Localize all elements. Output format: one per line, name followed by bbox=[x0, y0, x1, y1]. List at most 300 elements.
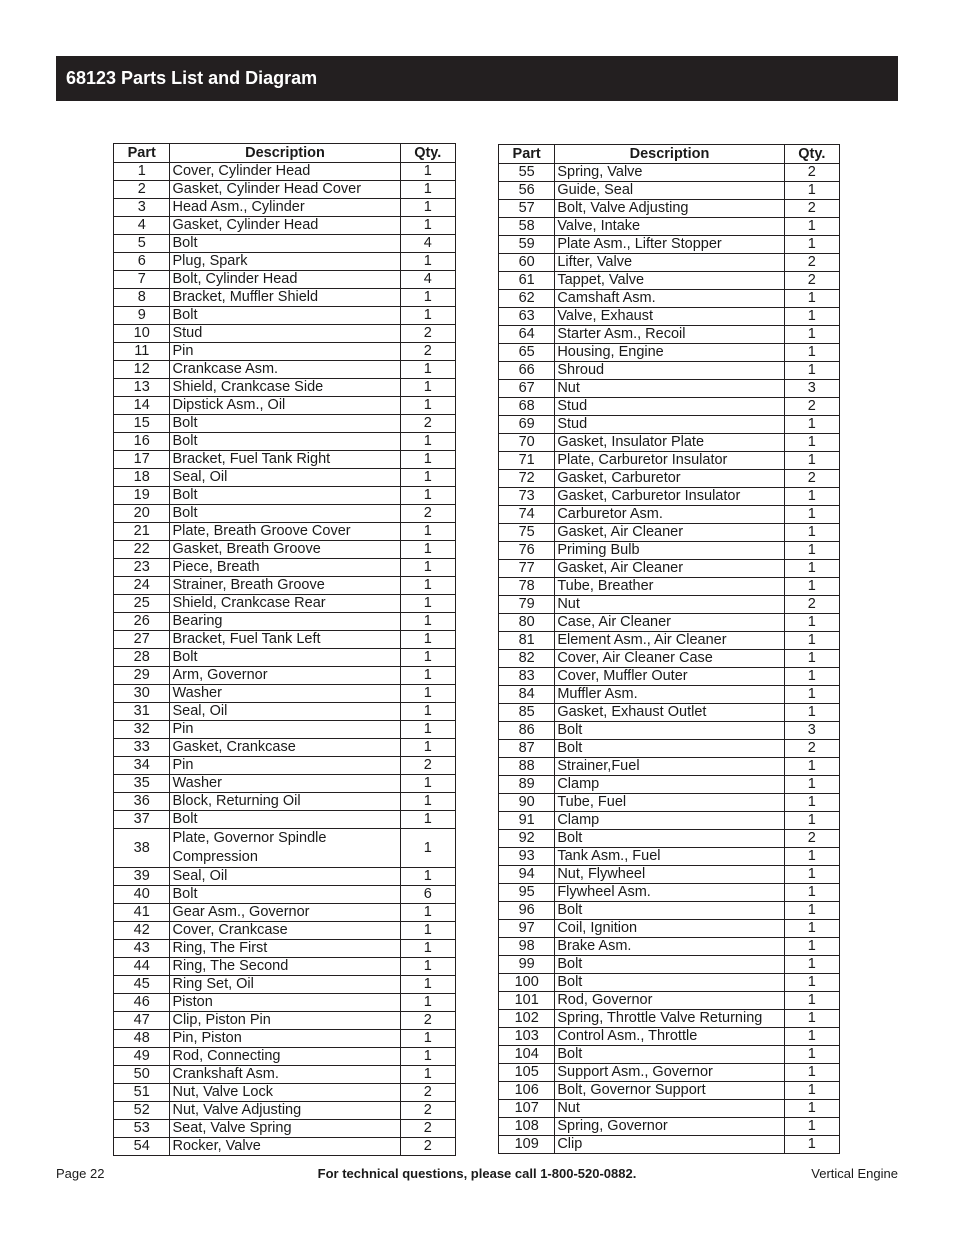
table-row bbox=[499, 1136, 840, 1154]
part-qty: 1 bbox=[400, 181, 456, 199]
product-name: Vertical Engine bbox=[811, 1166, 898, 1181]
part-number: 85 bbox=[499, 704, 555, 722]
page-title-banner bbox=[56, 56, 898, 101]
part-number: 94 bbox=[499, 866, 555, 884]
part-qty: 1 bbox=[400, 289, 456, 307]
table-row bbox=[114, 649, 456, 667]
part-description: Gasket, Carburetor bbox=[555, 470, 784, 488]
part-qty: 1 bbox=[400, 922, 456, 940]
part-description: Strainer,Fuel bbox=[555, 758, 784, 776]
part-number: 63 bbox=[499, 308, 555, 326]
table-row bbox=[499, 380, 840, 398]
part-number: 58 bbox=[499, 218, 555, 236]
table-row bbox=[114, 307, 456, 325]
part-description: Stud bbox=[555, 416, 784, 434]
part-qty: 1 bbox=[400, 541, 456, 559]
table-row bbox=[499, 578, 840, 596]
table-row bbox=[114, 415, 456, 433]
part-qty: 1 bbox=[400, 976, 456, 994]
part-number: 18 bbox=[114, 469, 170, 487]
table-row bbox=[499, 902, 840, 920]
part-number: 30 bbox=[114, 685, 170, 703]
part-number: 7 bbox=[114, 271, 170, 289]
part-qty: 1 bbox=[400, 1030, 456, 1048]
table-row bbox=[499, 218, 840, 236]
part-description: Crankshaft Asm. bbox=[170, 1066, 400, 1084]
part-description: Dipstick Asm., Oil bbox=[170, 397, 400, 415]
part-number: 93 bbox=[499, 848, 555, 866]
table-row bbox=[499, 326, 840, 344]
part-description: Bolt bbox=[170, 649, 400, 667]
part-qty: 2 bbox=[784, 254, 839, 272]
table-row bbox=[499, 704, 840, 722]
part-number: 61 bbox=[499, 272, 555, 290]
table-row bbox=[499, 992, 840, 1010]
table-row bbox=[114, 976, 456, 994]
part-number: 97 bbox=[499, 920, 555, 938]
part-qty: 1 bbox=[400, 940, 456, 958]
part-number: 75 bbox=[499, 524, 555, 542]
table-row bbox=[114, 922, 456, 940]
table-row bbox=[499, 506, 840, 524]
part-description: Ring Set, Oil bbox=[170, 976, 400, 994]
part-description: Gasket, Cylinder Head bbox=[170, 217, 400, 235]
part-description: Guide, Seal bbox=[555, 182, 784, 200]
table-row bbox=[114, 868, 456, 886]
table-row bbox=[499, 1046, 840, 1064]
part-number: 67 bbox=[499, 380, 555, 398]
part-description: Brake Asm. bbox=[555, 938, 784, 956]
table-row bbox=[114, 685, 456, 703]
part-number: 16 bbox=[114, 433, 170, 451]
part-qty: 1 bbox=[400, 397, 456, 415]
part-description: Tube, Breather bbox=[555, 578, 784, 596]
table-row bbox=[114, 451, 456, 469]
part-qty: 1 bbox=[400, 577, 456, 595]
part-qty: 2 bbox=[400, 415, 456, 433]
table-row bbox=[499, 398, 840, 416]
table-row bbox=[114, 958, 456, 976]
part-qty: 2 bbox=[784, 272, 839, 290]
part-qty: 1 bbox=[784, 1046, 839, 1064]
part-qty: 1 bbox=[400, 631, 456, 649]
part-qty: 1 bbox=[400, 217, 456, 235]
part-description: Housing, Engine bbox=[555, 344, 784, 362]
part-number: 77 bbox=[499, 560, 555, 578]
table-row bbox=[499, 812, 840, 830]
parts-table-right bbox=[498, 144, 840, 1154]
part-description: Bolt, Governor Support bbox=[555, 1082, 784, 1100]
table-row bbox=[114, 1012, 456, 1030]
part-qty: 3 bbox=[784, 380, 839, 398]
part-description: Pin bbox=[170, 757, 400, 775]
part-qty: 1 bbox=[400, 487, 456, 505]
table-row bbox=[499, 434, 840, 452]
part-number: 54 bbox=[114, 1138, 170, 1156]
table-row bbox=[499, 848, 840, 866]
part-number: 23 bbox=[114, 559, 170, 577]
part-qty: 1 bbox=[400, 775, 456, 793]
part-number: 79 bbox=[499, 596, 555, 614]
table-row bbox=[114, 235, 456, 253]
table-row bbox=[114, 703, 456, 721]
part-qty: 1 bbox=[784, 1136, 839, 1154]
part-description: Muffler Asm. bbox=[555, 686, 784, 704]
part-qty: 2 bbox=[400, 343, 456, 361]
part-description: Nut, Valve Adjusting bbox=[170, 1102, 400, 1120]
table-row bbox=[114, 829, 456, 868]
part-description: Shroud bbox=[555, 362, 784, 380]
part-qty: 1 bbox=[784, 668, 839, 686]
part-description: Bearing bbox=[170, 613, 400, 631]
table-row bbox=[499, 740, 840, 758]
part-qty: 2 bbox=[400, 757, 456, 775]
table-row bbox=[499, 1100, 840, 1118]
part-description: Plate, Carburetor Insulator bbox=[555, 452, 784, 470]
part-qty: 1 bbox=[400, 685, 456, 703]
part-description: Bolt bbox=[555, 974, 784, 992]
part-description: Piece, Breath bbox=[170, 559, 400, 577]
part-qty: 1 bbox=[400, 253, 456, 271]
part-qty: 1 bbox=[784, 704, 839, 722]
table-row bbox=[114, 793, 456, 811]
table-row bbox=[499, 236, 840, 254]
part-description: Bolt bbox=[170, 235, 400, 253]
part-number: 62 bbox=[499, 290, 555, 308]
table-row bbox=[114, 325, 456, 343]
part-description: Bolt bbox=[170, 505, 400, 523]
part-number: 109 bbox=[499, 1136, 555, 1154]
part-qty: 1 bbox=[784, 992, 839, 1010]
table-row bbox=[499, 938, 840, 956]
part-qty: 1 bbox=[784, 776, 839, 794]
table-row bbox=[499, 1028, 840, 1046]
parts-table-right-body bbox=[499, 164, 840, 1154]
part-description: Gasket, Carburetor Insulator bbox=[555, 488, 784, 506]
part-number: 90 bbox=[499, 794, 555, 812]
part-number: 66 bbox=[499, 362, 555, 380]
part-qty: 1 bbox=[400, 307, 456, 325]
part-qty: 1 bbox=[784, 1064, 839, 1082]
part-description: Valve, Intake bbox=[555, 218, 784, 236]
part-qty: 2 bbox=[784, 200, 839, 218]
part-description: Spring, Governor bbox=[555, 1118, 784, 1136]
part-qty: 4 bbox=[400, 271, 456, 289]
part-description: Plate, Breath Groove Cover bbox=[170, 523, 400, 541]
part-qty: 2 bbox=[784, 596, 839, 614]
part-qty: 1 bbox=[400, 523, 456, 541]
part-description: Support Asm., Governor bbox=[555, 1064, 784, 1082]
table-row bbox=[114, 469, 456, 487]
table-row bbox=[499, 596, 840, 614]
table-row bbox=[499, 632, 840, 650]
part-number: 1 bbox=[114, 163, 170, 181]
part-description: Priming Bulb bbox=[555, 542, 784, 560]
part-number: 55 bbox=[499, 164, 555, 182]
part-description: Shield, Crankcase Rear bbox=[170, 595, 400, 613]
part-description: Stud bbox=[555, 398, 784, 416]
part-description: Pin bbox=[170, 343, 400, 361]
part-qty: 1 bbox=[400, 469, 456, 487]
part-number: 34 bbox=[114, 757, 170, 775]
table-header-row bbox=[499, 145, 840, 164]
table-row bbox=[114, 1102, 456, 1120]
part-description: Bolt bbox=[170, 307, 400, 325]
part-qty: 1 bbox=[784, 974, 839, 992]
part-number: 101 bbox=[499, 992, 555, 1010]
part-qty: 1 bbox=[400, 667, 456, 685]
part-number: 24 bbox=[114, 577, 170, 595]
part-number: 51 bbox=[114, 1084, 170, 1102]
column-header-description: Description bbox=[555, 145, 784, 164]
part-qty: 1 bbox=[784, 1118, 839, 1136]
part-qty: 1 bbox=[784, 614, 839, 632]
table-row bbox=[114, 940, 456, 958]
part-number: 53 bbox=[114, 1120, 170, 1138]
part-description: Stud bbox=[170, 325, 400, 343]
part-number: 91 bbox=[499, 812, 555, 830]
part-qty: 1 bbox=[400, 811, 456, 829]
table-header-row bbox=[114, 144, 456, 163]
part-number: 3 bbox=[114, 199, 170, 217]
part-qty: 2 bbox=[400, 505, 456, 523]
part-qty: 1 bbox=[400, 793, 456, 811]
part-description: Tank Asm., Fuel bbox=[555, 848, 784, 866]
part-number: 46 bbox=[114, 994, 170, 1012]
part-qty: 2 bbox=[784, 398, 839, 416]
part-description: Bolt bbox=[170, 886, 400, 904]
part-number: 40 bbox=[114, 886, 170, 904]
part-qty: 1 bbox=[784, 344, 839, 362]
part-qty: 1 bbox=[784, 902, 839, 920]
part-description: Plate, Governor Spindle Compression bbox=[170, 829, 400, 868]
part-number: 21 bbox=[114, 523, 170, 541]
part-description: Piston bbox=[170, 994, 400, 1012]
part-number: 71 bbox=[499, 452, 555, 470]
part-number: 48 bbox=[114, 1030, 170, 1048]
part-description: Bolt bbox=[555, 956, 784, 974]
part-number: 43 bbox=[114, 940, 170, 958]
part-number: 106 bbox=[499, 1082, 555, 1100]
part-description: Clip, Piston Pin bbox=[170, 1012, 400, 1030]
part-number: 81 bbox=[499, 632, 555, 650]
part-number: 29 bbox=[114, 667, 170, 685]
table-row bbox=[114, 271, 456, 289]
part-description: Bracket, Fuel Tank Left bbox=[170, 631, 400, 649]
part-description: Valve, Exhaust bbox=[555, 308, 784, 326]
part-qty: 2 bbox=[400, 1120, 456, 1138]
part-description: Bolt bbox=[555, 1046, 784, 1064]
table-row bbox=[499, 686, 840, 704]
part-description: Plate Asm., Lifter Stopper bbox=[555, 236, 784, 254]
part-number: 9 bbox=[114, 307, 170, 325]
part-qty: 1 bbox=[784, 236, 839, 254]
part-qty: 1 bbox=[784, 290, 839, 308]
part-number: 89 bbox=[499, 776, 555, 794]
table-row bbox=[499, 164, 840, 182]
part-description: Flywheel Asm. bbox=[555, 884, 784, 902]
table-row bbox=[114, 505, 456, 523]
part-number: 68 bbox=[499, 398, 555, 416]
table-row bbox=[114, 523, 456, 541]
part-description: Bolt bbox=[555, 902, 784, 920]
part-qty: 1 bbox=[400, 721, 456, 739]
part-qty: 1 bbox=[784, 1082, 839, 1100]
part-qty: 1 bbox=[784, 1010, 839, 1028]
part-number: 84 bbox=[499, 686, 555, 704]
part-qty: 1 bbox=[784, 362, 839, 380]
part-number: 25 bbox=[114, 595, 170, 613]
part-description: Bolt, Cylinder Head bbox=[170, 271, 400, 289]
part-description: Strainer, Breath Groove bbox=[170, 577, 400, 595]
part-number: 57 bbox=[499, 200, 555, 218]
part-qty: 1 bbox=[400, 868, 456, 886]
table-row bbox=[499, 884, 840, 902]
part-qty: 6 bbox=[400, 886, 456, 904]
part-description: Clamp bbox=[555, 776, 784, 794]
part-qty: 1 bbox=[784, 812, 839, 830]
part-qty: 1 bbox=[784, 794, 839, 812]
part-number: 82 bbox=[499, 650, 555, 668]
table-row bbox=[499, 560, 840, 578]
part-qty: 2 bbox=[400, 1012, 456, 1030]
table-row bbox=[499, 668, 840, 686]
part-number: 22 bbox=[114, 541, 170, 559]
part-qty: 1 bbox=[784, 956, 839, 974]
table-row bbox=[499, 1010, 840, 1028]
part-qty: 2 bbox=[400, 1084, 456, 1102]
part-description: Rod, Governor bbox=[555, 992, 784, 1010]
part-qty: 1 bbox=[784, 866, 839, 884]
table-row bbox=[114, 757, 456, 775]
table-row bbox=[499, 794, 840, 812]
table-row bbox=[499, 614, 840, 632]
part-qty: 1 bbox=[400, 739, 456, 757]
part-number: 56 bbox=[499, 182, 555, 200]
part-description: Bracket, Muffler Shield bbox=[170, 289, 400, 307]
part-description: Head Asm., Cylinder bbox=[170, 199, 400, 217]
part-qty: 1 bbox=[784, 848, 839, 866]
part-description: Seat, Valve Spring bbox=[170, 1120, 400, 1138]
part-number: 44 bbox=[114, 958, 170, 976]
part-number: 20 bbox=[114, 505, 170, 523]
part-description: Bolt bbox=[170, 415, 400, 433]
table-row bbox=[499, 974, 840, 992]
part-qty: 1 bbox=[400, 1048, 456, 1066]
table-row bbox=[499, 182, 840, 200]
part-description: Nut bbox=[555, 1100, 784, 1118]
part-description: Cover, Air Cleaner Case bbox=[555, 650, 784, 668]
part-number: 15 bbox=[114, 415, 170, 433]
table-row bbox=[499, 1064, 840, 1082]
column-header-part: Part bbox=[114, 144, 170, 163]
table-row bbox=[499, 776, 840, 794]
part-number: 27 bbox=[114, 631, 170, 649]
table-row bbox=[114, 721, 456, 739]
part-number: 108 bbox=[499, 1118, 555, 1136]
part-description: Washer bbox=[170, 685, 400, 703]
part-description: Clamp bbox=[555, 812, 784, 830]
part-qty: 2 bbox=[400, 325, 456, 343]
part-number: 12 bbox=[114, 361, 170, 379]
part-description: Spring, Throttle Valve Returning bbox=[555, 1010, 784, 1028]
part-number: 41 bbox=[114, 904, 170, 922]
part-number: 10 bbox=[114, 325, 170, 343]
part-qty: 1 bbox=[784, 632, 839, 650]
part-qty: 1 bbox=[784, 920, 839, 938]
part-qty: 1 bbox=[400, 958, 456, 976]
table-row bbox=[114, 775, 456, 793]
part-number: 11 bbox=[114, 343, 170, 361]
table-row bbox=[114, 595, 456, 613]
table-row bbox=[114, 199, 456, 217]
table-row bbox=[499, 920, 840, 938]
part-number: 28 bbox=[114, 649, 170, 667]
parts-table-left bbox=[113, 143, 456, 1156]
part-qty: 1 bbox=[400, 451, 456, 469]
column-header-description: Description bbox=[170, 144, 400, 163]
part-number: 98 bbox=[499, 938, 555, 956]
part-description: Cover, Crankcase bbox=[170, 922, 400, 940]
part-qty: 1 bbox=[400, 595, 456, 613]
part-description: Spring, Valve bbox=[555, 164, 784, 182]
part-qty: 1 bbox=[784, 686, 839, 704]
part-qty: 1 bbox=[784, 218, 839, 236]
part-number: 39 bbox=[114, 868, 170, 886]
column-header-qty: Qty. bbox=[784, 145, 839, 164]
part-number: 59 bbox=[499, 236, 555, 254]
table-row bbox=[499, 452, 840, 470]
table-row bbox=[499, 344, 840, 362]
table-row bbox=[114, 1048, 456, 1066]
part-qty: 1 bbox=[784, 308, 839, 326]
part-number: 69 bbox=[499, 416, 555, 434]
part-number: 60 bbox=[499, 254, 555, 272]
part-number: 76 bbox=[499, 542, 555, 560]
part-number: 8 bbox=[114, 289, 170, 307]
part-description: Pin bbox=[170, 721, 400, 739]
table-row bbox=[114, 1066, 456, 1084]
part-qty: 1 bbox=[400, 559, 456, 577]
part-qty: 2 bbox=[784, 740, 839, 758]
table-row bbox=[114, 1030, 456, 1048]
table-row bbox=[114, 397, 456, 415]
support-line: For technical questions, please call 1-800-520-0882. bbox=[317, 1166, 637, 1181]
part-qty: 1 bbox=[784, 326, 839, 344]
part-description: Gasket, Exhaust Outlet bbox=[555, 704, 784, 722]
part-number: 95 bbox=[499, 884, 555, 902]
part-number: 83 bbox=[499, 668, 555, 686]
part-description: Cover, Muffler Outer bbox=[555, 668, 784, 686]
part-qty: 1 bbox=[784, 452, 839, 470]
part-qty: 1 bbox=[784, 578, 839, 596]
part-number: 103 bbox=[499, 1028, 555, 1046]
part-description: Lifter, Valve bbox=[555, 254, 784, 272]
part-qty: 2 bbox=[400, 1138, 456, 1156]
part-qty: 1 bbox=[784, 506, 839, 524]
part-qty: 3 bbox=[784, 722, 839, 740]
table-row bbox=[114, 361, 456, 379]
part-qty: 1 bbox=[400, 904, 456, 922]
table-row bbox=[499, 956, 840, 974]
part-qty: 1 bbox=[784, 488, 839, 506]
table-row bbox=[499, 866, 840, 884]
part-description: Shield, Crankcase Side bbox=[170, 379, 400, 397]
part-qty: 2 bbox=[784, 830, 839, 848]
part-number: 99 bbox=[499, 956, 555, 974]
part-qty: 1 bbox=[784, 758, 839, 776]
part-description: Carburetor Asm. bbox=[555, 506, 784, 524]
